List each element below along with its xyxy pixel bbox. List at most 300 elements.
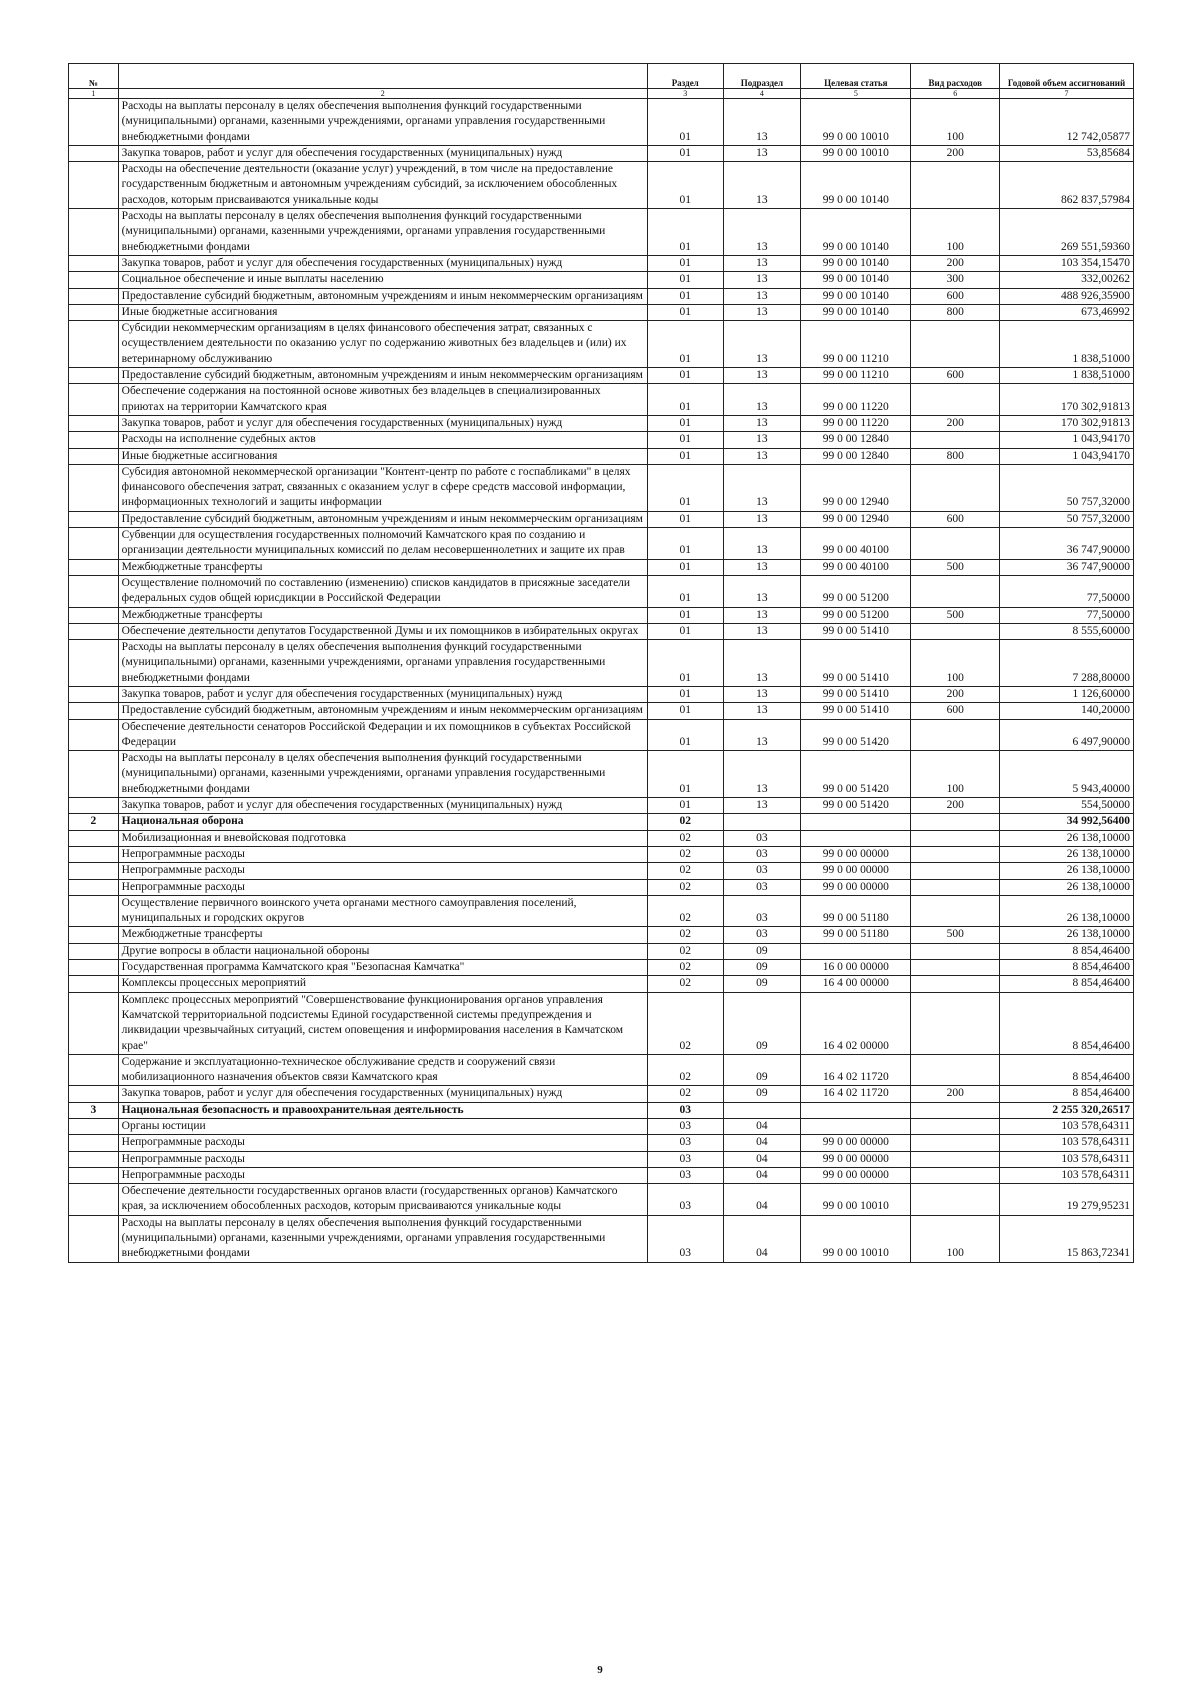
row-razdel: 02: [647, 1086, 723, 1102]
row-celevaya-statya: 99 0 00 51420: [801, 798, 911, 814]
row-amount: 19 279,95231: [1000, 1184, 1134, 1216]
row-celevaya-statya: 99 0 00 51200: [801, 607, 911, 623]
row-razdel: 01: [647, 464, 723, 511]
row-vid-rashodov: 500: [911, 927, 1000, 943]
row-name: Непрограммные расходы: [118, 879, 647, 895]
column-index: 4: [723, 89, 801, 99]
row-amount: 77,50000: [1000, 607, 1134, 623]
table-row: [69, 879, 1134, 895]
row-razdel: 02: [647, 895, 723, 927]
row-amount: 2 255 320,26517: [1000, 1102, 1134, 1118]
row-name: Субвенции для осуществления государственных полномочий Камчатского края по созданию и организации деятельности муниципальных комиссий по делам несовершеннолетних и защите их прав: [118, 528, 647, 560]
row-name: Национальная оборона: [118, 814, 647, 830]
row-amount: 6 497,90000: [1000, 719, 1134, 751]
row-amount: 103 578,64311: [1000, 1135, 1134, 1151]
row-podrazdel: 13: [723, 415, 801, 431]
row-podrazdel: 13: [723, 798, 801, 814]
row-celevaya-statya: 99 0 00 10140: [801, 209, 911, 256]
row-name: Расходы на выплаты персоналу в целях обеспечения выполнения функций государственными (муниципальными) органами, казенными учреждениями, органами управления государственными внебюджетными фондами: [118, 1215, 647, 1262]
column-index: 2: [118, 89, 647, 99]
row-celevaya-statya: 16 0 00 00000: [801, 960, 911, 976]
row-amount: 1 126,60000: [1000, 686, 1134, 702]
row-vid-rashodov: 600: [911, 368, 1000, 384]
row-amount: 7 288,80000: [1000, 640, 1134, 687]
row-amount: 8 854,46400: [1000, 992, 1134, 1054]
table-row: [69, 321, 1134, 368]
row-amount: 26 138,10000: [1000, 927, 1134, 943]
row-name: Предоставление субсидий бюджетным, автономным учреждениям и иным некоммерческим организациям: [118, 288, 647, 304]
row-podrazdel: 03: [723, 863, 801, 879]
row-number: [69, 99, 119, 146]
table-row: [69, 99, 1134, 146]
row-amount: 77,50000: [1000, 575, 1134, 607]
row-celevaya-statya: 16 4 02 11720: [801, 1086, 911, 1102]
row-razdel: 01: [647, 415, 723, 431]
row-celevaya-statya: [801, 1102, 911, 1118]
row-amount: 5 943,40000: [1000, 751, 1134, 798]
row-razdel: 02: [647, 814, 723, 830]
row-podrazdel: 04: [723, 1167, 801, 1183]
row-celevaya-statya: 99 0 00 10010: [801, 145, 911, 161]
row-vid-rashodov: 800: [911, 448, 1000, 464]
row-name: Непрограммные расходы: [118, 846, 647, 862]
table-body: [69, 99, 1134, 1263]
row-podrazdel: 13: [723, 321, 801, 368]
row-vid-rashodov: [911, 719, 1000, 751]
row-name: Обеспечение деятельности депутатов Государственной Думы и их помощников в избирательных округах: [118, 623, 647, 639]
row-podrazdel: 13: [723, 99, 801, 146]
table-row: [69, 798, 1134, 814]
row-razdel: 02: [647, 846, 723, 862]
row-razdel: 01: [647, 162, 723, 209]
row-vid-rashodov: [911, 321, 1000, 368]
row-number: [69, 895, 119, 927]
row-razdel: 01: [647, 255, 723, 271]
row-razdel: 01: [647, 209, 723, 256]
table-row: [69, 464, 1134, 511]
row-amount: 103 578,64311: [1000, 1167, 1134, 1183]
row-podrazdel: 13: [723, 448, 801, 464]
row-name: Осуществление полномочий по составлению (изменению) списков кандидатов в присяжные заседатели федеральных судов общей юрисдикции в Российской Федерации: [118, 575, 647, 607]
row-podrazdel: 13: [723, 384, 801, 416]
row-name: Предоставление субсидий бюджетным, автономным учреждениям и иным некоммерческим организациям: [118, 703, 647, 719]
row-number: [69, 830, 119, 846]
row-number: [69, 255, 119, 271]
row-podrazdel: 13: [723, 145, 801, 161]
row-celevaya-statya: 99 0 00 40100: [801, 528, 911, 560]
row-number: [69, 1151, 119, 1167]
row-podrazdel: 13: [723, 719, 801, 751]
row-amount: 332,00262: [1000, 272, 1134, 288]
row-vid-rashodov: 200: [911, 145, 1000, 161]
row-name: Обеспечение содержания на постоянной основе животных без владельцев в специализированных приютах на территории Камчатского края: [118, 384, 647, 416]
row-razdel: 01: [647, 448, 723, 464]
row-vid-rashodov: 200: [911, 255, 1000, 271]
table-row: [69, 703, 1134, 719]
row-amount: 50 757,32000: [1000, 511, 1134, 527]
row-number: [69, 528, 119, 560]
table-row: [69, 976, 1134, 992]
row-razdel: 01: [647, 559, 723, 575]
table-row: [69, 623, 1134, 639]
row-amount: 26 138,10000: [1000, 830, 1134, 846]
column-index: 3: [647, 89, 723, 99]
row-vid-rashodov: 500: [911, 607, 1000, 623]
row-podrazdel: 13: [723, 575, 801, 607]
row-razdel: 03: [647, 1151, 723, 1167]
row-number: [69, 798, 119, 814]
row-number: [69, 368, 119, 384]
row-amount: 862 837,57984: [1000, 162, 1134, 209]
row-vid-rashodov: 200: [911, 686, 1000, 702]
row-podrazdel: 03: [723, 895, 801, 927]
row-razdel: 01: [647, 432, 723, 448]
row-vid-rashodov: [911, 1151, 1000, 1167]
row-amount: 8 854,46400: [1000, 1086, 1134, 1102]
row-vid-rashodov: [911, 976, 1000, 992]
row-name: Расходы на обеспечение деятельности (оказание услуг) учреждений, в том числе на предоставление государственным бюджетным и автономным учреждениям субсидий, за исключением обособленных расходов, которым присваиваются уникальные коды: [118, 162, 647, 209]
row-number: [69, 640, 119, 687]
row-podrazdel: 13: [723, 209, 801, 256]
row-amount: 26 138,10000: [1000, 863, 1134, 879]
row-vid-rashodov: [911, 162, 1000, 209]
row-celevaya-statya: 99 0 00 11220: [801, 384, 911, 416]
row-razdel: 01: [647, 288, 723, 304]
row-vid-rashodov: [911, 943, 1000, 959]
table-row: [69, 607, 1134, 623]
row-number: [69, 415, 119, 431]
row-celevaya-statya: 99 0 00 12840: [801, 432, 911, 448]
row-name: Закупка товаров, работ и услуг для обеспечения государственных (муниципальных) нужд: [118, 798, 647, 814]
row-amount: 15 863,72341: [1000, 1215, 1134, 1262]
budget-table: [68, 63, 1134, 1263]
row-vid-rashodov: [911, 432, 1000, 448]
row-razdel: 01: [647, 703, 723, 719]
row-name: Закупка товаров, работ и услуг для обеспечения государственных (муниципальных) нужд: [118, 415, 647, 431]
row-celevaya-statya: 99 0 00 51410: [801, 623, 911, 639]
table-row: [69, 559, 1134, 575]
row-celevaya-statya: 99 0 00 12940: [801, 511, 911, 527]
row-vid-rashodov: 600: [911, 288, 1000, 304]
row-podrazdel: 13: [723, 703, 801, 719]
table-row: [69, 415, 1134, 431]
row-amount: 26 138,10000: [1000, 846, 1134, 862]
row-name: Иные бюджетные ассигнования: [118, 304, 647, 320]
table-row: [69, 895, 1134, 927]
row-name: Иные бюджетные ассигнования: [118, 448, 647, 464]
row-celevaya-statya: 99 0 00 51410: [801, 686, 911, 702]
table-row: [69, 162, 1134, 209]
row-number: [69, 448, 119, 464]
row-vid-rashodov: [911, 992, 1000, 1054]
row-razdel: 01: [647, 607, 723, 623]
row-name: Органы юстиции: [118, 1119, 647, 1135]
row-name: Непрограммные расходы: [118, 1135, 647, 1151]
row-podrazdel: 03: [723, 927, 801, 943]
row-name: Социальное обеспечение и иные выплаты населению: [118, 272, 647, 288]
row-razdel: 01: [647, 528, 723, 560]
table-row: [69, 528, 1134, 560]
row-celevaya-statya: 99 0 00 51180: [801, 927, 911, 943]
row-podrazdel: 13: [723, 623, 801, 639]
row-celevaya-statya: 99 0 00 10010: [801, 1215, 911, 1262]
row-number: [69, 575, 119, 607]
row-razdel: 03: [647, 1184, 723, 1216]
table-row: [69, 830, 1134, 846]
table-row: [69, 288, 1134, 304]
row-name: Предоставление субсидий бюджетным, автономным учреждениям и иным некоммерческим организациям: [118, 511, 647, 527]
table-row: [69, 145, 1134, 161]
row-celevaya-statya: 99 0 00 51410: [801, 640, 911, 687]
row-celevaya-statya: 99 0 00 12840: [801, 448, 911, 464]
row-name: Национальная безопасность и правоохранительная деятельность: [118, 1102, 647, 1118]
row-celevaya-statya: 99 0 00 51410: [801, 703, 911, 719]
row-number: [69, 703, 119, 719]
row-podrazdel: [723, 1102, 801, 1118]
row-podrazdel: 13: [723, 464, 801, 511]
row-celevaya-statya: 99 0 00 12940: [801, 464, 911, 511]
header-celevaya-statya: Целевая статья: [801, 64, 911, 89]
row-vid-rashodov: 100: [911, 1215, 1000, 1262]
row-vid-rashodov: 800: [911, 304, 1000, 320]
row-number: [69, 209, 119, 256]
row-name: Субсидии некоммерческим организациям в целях финансового обеспечения затрат, связанных с осуществлением деятельности по оказанию услуг по содержанию животных без владельцев и (или) их ветеринарному обслуживанию: [118, 321, 647, 368]
table-row: [69, 960, 1134, 976]
row-razdel: 01: [647, 99, 723, 146]
row-razdel: 02: [647, 992, 723, 1054]
row-number: [69, 623, 119, 639]
row-name: Закупка товаров, работ и услуг для обеспечения государственных (муниципальных) нужд: [118, 686, 647, 702]
column-index-row: [69, 89, 1134, 99]
table-row: [69, 1215, 1134, 1262]
table-row: [69, 1184, 1134, 1216]
row-amount: 140,20000: [1000, 703, 1134, 719]
row-name: Расходы на выплаты персоналу в целях обеспечения выполнения функций государственными (муниципальными) органами, казенными учреждениями, органами управления государственными внебюджетными фондами: [118, 209, 647, 256]
row-celevaya-statya: 99 0 00 10140: [801, 272, 911, 288]
table-row: [69, 927, 1134, 943]
row-podrazdel: 13: [723, 686, 801, 702]
row-number: [69, 464, 119, 511]
row-vid-rashodov: [911, 528, 1000, 560]
table-row: [69, 432, 1134, 448]
row-celevaya-statya: 99 0 00 11210: [801, 321, 911, 368]
row-celevaya-statya: 99 0 00 00000: [801, 846, 911, 862]
header-podrazdel: Подраздел: [723, 64, 801, 89]
row-vid-rashodov: 500: [911, 559, 1000, 575]
row-number: [69, 751, 119, 798]
row-number: [69, 686, 119, 702]
row-name: Закупка товаров, работ и услуг для обеспечения государственных (муниципальных) нужд: [118, 1086, 647, 1102]
row-vid-rashodov: 600: [911, 511, 1000, 527]
row-celevaya-statya: 16 4 02 00000: [801, 992, 911, 1054]
row-name: Расходы на исполнение судебных актов: [118, 432, 647, 448]
header-vid-rashodov: Вид расходов: [911, 64, 1000, 89]
row-podrazdel: 09: [723, 960, 801, 976]
table-row: [69, 209, 1134, 256]
row-celevaya-statya: 99 0 00 10140: [801, 255, 911, 271]
row-vid-rashodov: [911, 879, 1000, 895]
row-amount: 26 138,10000: [1000, 879, 1134, 895]
row-number: [69, 1167, 119, 1183]
row-razdel: 02: [647, 943, 723, 959]
row-podrazdel: 09: [723, 992, 801, 1054]
row-razdel: 03: [647, 1119, 723, 1135]
row-number: 2: [69, 814, 119, 830]
row-number: [69, 162, 119, 209]
row-amount: 170 302,91813: [1000, 415, 1134, 431]
row-vid-rashodov: 200: [911, 1086, 1000, 1102]
row-name: Непрограммные расходы: [118, 863, 647, 879]
row-podrazdel: 13: [723, 162, 801, 209]
row-vid-rashodov: 100: [911, 640, 1000, 687]
row-number: [69, 846, 119, 862]
table-row: [69, 751, 1134, 798]
row-podrazdel: 09: [723, 943, 801, 959]
row-podrazdel: 04: [723, 1215, 801, 1262]
row-razdel: 01: [647, 575, 723, 607]
row-podrazdel: 09: [723, 1054, 801, 1086]
row-amount: 8 555,60000: [1000, 623, 1134, 639]
row-number: [69, 559, 119, 575]
row-vid-rashodov: 200: [911, 415, 1000, 431]
row-vid-rashodov: [911, 1119, 1000, 1135]
table-row: [69, 255, 1134, 271]
table-row: [69, 575, 1134, 607]
row-razdel: 03: [647, 1167, 723, 1183]
row-number: [69, 1054, 119, 1086]
row-razdel: 01: [647, 304, 723, 320]
row-razdel: 01: [647, 384, 723, 416]
header-godovoy-obem: Годовой объем ассигнований: [1000, 64, 1134, 89]
table-row: [69, 1102, 1134, 1118]
row-amount: 1 838,51000: [1000, 321, 1134, 368]
row-celevaya-statya: 99 0 00 00000: [801, 1167, 911, 1183]
row-amount: 8 854,46400: [1000, 976, 1134, 992]
row-podrazdel: 09: [723, 1086, 801, 1102]
row-amount: 1 043,94170: [1000, 432, 1134, 448]
row-number: [69, 879, 119, 895]
row-razdel: 01: [647, 368, 723, 384]
row-vid-rashodov: 100: [911, 751, 1000, 798]
row-podrazdel: 13: [723, 528, 801, 560]
row-amount: 26 138,10000: [1000, 895, 1134, 927]
row-razdel: 02: [647, 960, 723, 976]
row-amount: 269 551,59360: [1000, 209, 1134, 256]
row-name: Расходы на выплаты персоналу в целях обеспечения выполнения функций государственными (муниципальными) органами, казенными учреждениями, органами управления государственными внебюджетными фондами: [118, 640, 647, 687]
row-amount: 673,46992: [1000, 304, 1134, 320]
row-celevaya-statya: 99 0 00 00000: [801, 1151, 911, 1167]
row-celevaya-statya: 99 0 00 51420: [801, 719, 911, 751]
table-header-row: [69, 64, 1134, 89]
row-number: [69, 719, 119, 751]
row-name: Субсидия автономной некоммерческой организации "Контент-центр по работе с госпабликами" в целях финансового обеспечения затрат, связанных с оказанием услуг в сфере средств массовой информации, информационных технологий и защиты информации: [118, 464, 647, 511]
header-razdel: Раздел: [647, 64, 723, 89]
row-amount: 103 354,15470: [1000, 255, 1134, 271]
row-vid-rashodov: [911, 846, 1000, 862]
row-vid-rashodov: [911, 1054, 1000, 1086]
row-number: [69, 288, 119, 304]
row-celevaya-statya: [801, 814, 911, 830]
table-row: [69, 448, 1134, 464]
row-name: Непрограммные расходы: [118, 1167, 647, 1183]
row-amount: 8 854,46400: [1000, 1054, 1134, 1086]
row-number: [69, 943, 119, 959]
row-celevaya-statya: 99 0 00 11210: [801, 368, 911, 384]
row-podrazdel: [723, 814, 801, 830]
column-index: 7: [1000, 89, 1134, 99]
row-podrazdel: 03: [723, 830, 801, 846]
table-row: [69, 992, 1134, 1054]
row-vid-rashodov: [911, 960, 1000, 976]
row-amount: 50 757,32000: [1000, 464, 1134, 511]
row-podrazdel: 13: [723, 751, 801, 798]
row-celevaya-statya: 99 0 00 00000: [801, 863, 911, 879]
row-name: Обеспечение деятельности государственных органов власти (государственных органов) Камчатского края, за исключением обособленных расходов, которым присваиваются уникальные коды: [118, 1184, 647, 1216]
row-podrazdel: 13: [723, 272, 801, 288]
table-row: [69, 384, 1134, 416]
row-podrazdel: 04: [723, 1119, 801, 1135]
row-podrazdel: 04: [723, 1135, 801, 1151]
row-celevaya-statya: 99 0 00 51180: [801, 895, 911, 927]
row-number: [69, 1086, 119, 1102]
row-celevaya-statya: 99 0 00 00000: [801, 1135, 911, 1151]
row-number: [69, 1215, 119, 1262]
row-podrazdel: 03: [723, 879, 801, 895]
row-amount: 1 838,51000: [1000, 368, 1134, 384]
row-podrazdel: 13: [723, 288, 801, 304]
row-vid-rashodov: [911, 814, 1000, 830]
row-celevaya-statya: 99 0 00 51420: [801, 751, 911, 798]
page-number: 9: [597, 1664, 603, 1676]
row-razdel: 01: [647, 145, 723, 161]
row-podrazdel: 04: [723, 1184, 801, 1216]
row-number: [69, 863, 119, 879]
row-number: [69, 511, 119, 527]
row-amount: 1 043,94170: [1000, 448, 1134, 464]
row-name: Содержание и эксплуатационно-техническое обслуживание средств и сооружений связи мобилизационного назначения объектов связи Камчатского края: [118, 1054, 647, 1086]
row-amount: 103 578,64311: [1000, 1119, 1134, 1135]
row-name: Межбюджетные трансферты: [118, 607, 647, 623]
row-vid-rashodov: 100: [911, 99, 1000, 146]
row-name: Комплекс процессных мероприятий "Совершенствование функционирования органов управления Камчатской территориальной подсистемы Единой государственной системы предупреждения и ликвидации чрезвычайных ситуаций, систем оповещения и информирования населения в Камчатском крае": [118, 992, 647, 1054]
row-vid-rashodov: [911, 1167, 1000, 1183]
row-celevaya-statya: 99 0 00 10140: [801, 288, 911, 304]
row-celevaya-statya: 99 0 00 10010: [801, 1184, 911, 1216]
row-celevaya-statya: [801, 1119, 911, 1135]
row-razdel: 02: [647, 830, 723, 846]
row-amount: 554,50000: [1000, 798, 1134, 814]
row-podrazdel: 13: [723, 304, 801, 320]
row-number: [69, 976, 119, 992]
row-podrazdel: 13: [723, 432, 801, 448]
row-razdel: 02: [647, 927, 723, 943]
row-vid-rashodov: [911, 863, 1000, 879]
row-number: [69, 1135, 119, 1151]
row-amount: 34 992,56400: [1000, 814, 1134, 830]
row-name: Другие вопросы в области национальной обороны: [118, 943, 647, 959]
row-celevaya-statya: [801, 943, 911, 959]
row-vid-rashodov: 600: [911, 703, 1000, 719]
row-razdel: 02: [647, 879, 723, 895]
row-celevaya-statya: 99 0 00 11220: [801, 415, 911, 431]
row-celevaya-statya: 99 0 00 10140: [801, 304, 911, 320]
table-row: [69, 1151, 1134, 1167]
table-row: [69, 1054, 1134, 1086]
row-number: 3: [69, 1102, 119, 1118]
row-name: Государственная программа Камчатского края "Безопасная Камчатка": [118, 960, 647, 976]
row-vid-rashodov: [911, 895, 1000, 927]
row-vid-rashodov: [911, 384, 1000, 416]
